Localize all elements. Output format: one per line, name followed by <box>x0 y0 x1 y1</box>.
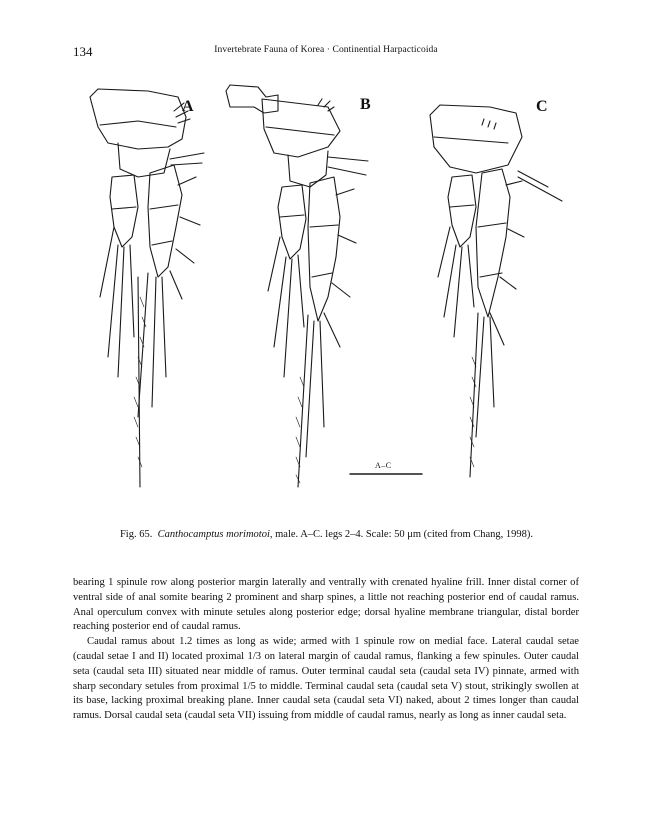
caption-prefix: Fig. 65. <box>119 529 153 540</box>
paragraph-2: Caudal ramus about 1.2 times as long as wide; armed with 1 spinule row on medial face. Lateral caudal setae (caudal setae I and II) located proximal 1/3 on lateral margin of caudal ramus, flanking a few spinules. Outer caudal seta (caudal seta III) situated near middle of ramus. Outer terminal caudal seta (caudal seta IV) pinnate, armed with sharp secondary setules from proximal 1/5 to middle. Terminal caudal seta (caudal seta V) stout, strikingly swollen at its base, lacking proximal breaking plane. Inner caudal seta (caudal seta VI) naked, about 2 times longer than caudal ramus. Dorsal caudal seta (caudal seta VII) issuing from middle of caudal ramus, nearly as long as inner caudal seta. <box>73 636 579 722</box>
body-text <box>73 576 579 724</box>
leg-3-drawing <box>226 85 368 487</box>
leg-2-drawing <box>90 89 204 487</box>
scale-bar-label: A–C <box>375 461 392 470</box>
panel-label-c: C <box>536 98 548 115</box>
copepod-legs-illustration <box>78 77 580 505</box>
paragraph-1: bearing 1 spinule row along posterior margin laterally and ventrally with crenated hyaline frill. Inner distal corner of ventral side of anal somite bearing 2 prominent and sharp spines, a little not reaching posterior end of caudal ramus. Anal operculum convex with minute setules along posterior edge; dorsal hyaline membrane triangular, distal border reaching posterior end of caudal ramus. <box>73 577 579 633</box>
leg-4-drawing <box>430 105 562 477</box>
figure-caption <box>74 529 579 540</box>
caption-details: , male. A–C. legs 2–4. Scale: 50 μm (cited from Chang, 1998). <box>269 529 534 540</box>
panel-label-b: B <box>360 96 371 113</box>
figure-plate <box>78 77 580 505</box>
setule-hatching <box>134 297 476 483</box>
running-title: Invertebrate Fauna of Korea · Continential Harpacticoida <box>214 45 438 55</box>
panel-label-a: A <box>182 98 194 115</box>
page-number: 134 <box>73 44 93 59</box>
caption-species: Canthocamptus morimotoi <box>157 529 270 540</box>
